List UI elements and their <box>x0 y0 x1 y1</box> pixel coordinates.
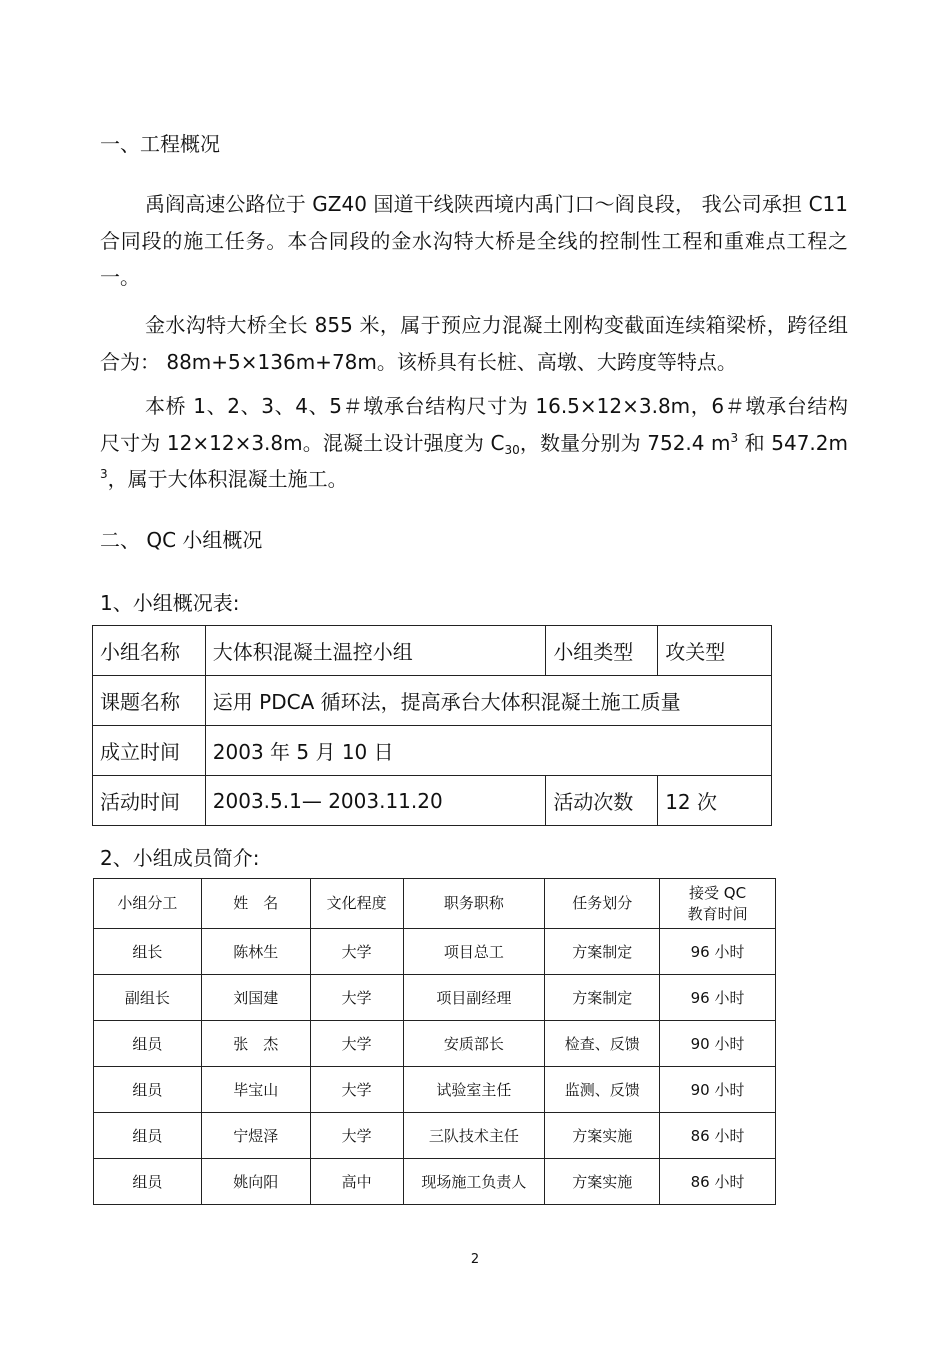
cell-value: 运用 PDCA 循环法，提高承台大体积混凝土施工质量 <box>205 676 771 726</box>
pile-cap-text-1: 本桥 1、2、3、4、5＃墩承台结构尺寸为 16.5×12×3.8m，6＃墩承台结构尺寸为 12×12×3.8m。混凝土设计强度为 C <box>100 394 848 455</box>
table-row <box>93 726 772 776</box>
table-cell: 现场施工负责人 <box>403 1159 545 1205</box>
table-cell: 张 杰 <box>201 1021 310 1067</box>
paragraph-pile-cap-specs <box>100 388 848 498</box>
table-cell: 三队技术主任 <box>403 1113 545 1159</box>
table-row <box>93 676 772 726</box>
header-cell-qc-training <box>660 879 776 929</box>
table-cell: 宁煜泽 <box>201 1113 310 1159</box>
table-cell: 方案制定 <box>545 929 660 975</box>
table-cell: 陈林生 <box>201 929 310 975</box>
table-row <box>94 975 776 1021</box>
table-cell: 刘国建 <box>201 975 310 1021</box>
subheading-group-members: 2、小组成员简介: <box>100 846 260 870</box>
table-header-row <box>94 879 776 929</box>
header-cell-role: 小组分工 <box>94 879 202 929</box>
cell-label: 活动时间 <box>93 776 206 826</box>
table-cell: 大学 <box>310 929 403 975</box>
header-qc-line2: 教育时间 <box>687 904 748 923</box>
cell-label: 小组类型 <box>546 626 658 676</box>
table-cell: 96 小时 <box>660 975 776 1021</box>
table-cell: 毕宝山 <box>201 1067 310 1113</box>
subheading-group-overview-table: 1、小组概况表: <box>100 591 240 615</box>
group-members-table <box>93 878 776 1205</box>
header-cell-title: 职务职称 <box>403 879 545 929</box>
strength-grade-subscript: 30 <box>504 442 520 457</box>
table-cell: 大学 <box>310 1021 403 1067</box>
table-cell: 组长 <box>94 929 202 975</box>
table-row <box>94 929 776 975</box>
cubic-superscript-2: 3 <box>100 467 108 481</box>
table-row <box>94 1021 776 1067</box>
header-cell-name: 姓 名 <box>201 879 310 929</box>
cell-value: 大体积混凝土温控小组 <box>205 626 546 676</box>
table-cell: 监测、反馈 <box>545 1067 660 1113</box>
table-cell: 高中 <box>310 1159 403 1205</box>
table-cell: 姚向阳 <box>201 1159 310 1205</box>
table-cell: 大学 <box>310 1067 403 1113</box>
cell-label: 成立时间 <box>93 726 206 776</box>
table-cell: 安质部长 <box>403 1021 545 1067</box>
cell-label: 活动次数 <box>546 776 658 826</box>
table-row <box>94 1113 776 1159</box>
table-cell: 项目副经理 <box>403 975 545 1021</box>
table-cell: 项目总工 <box>403 929 545 975</box>
table-cell: 方案制定 <box>545 975 660 1021</box>
header-cell-task: 任务划分 <box>545 879 660 929</box>
section-heading-project-overview: 一、工程概况 <box>100 132 220 156</box>
table-row <box>93 776 772 826</box>
section-heading-qc-group: 二、 QC 小组概况 <box>100 528 263 552</box>
cell-value: 12 次 <box>658 776 772 826</box>
cubic-superscript-1: 3 <box>730 430 739 445</box>
pile-cap-text-2: ，数量分别为 752.4 m <box>519 430 731 455</box>
cell-value: 2003.5.1— 2003.11.20 <box>205 776 546 826</box>
table-cell: 96 小时 <box>660 929 776 975</box>
header-qc-line1: 接受 QC <box>689 883 747 902</box>
page-number: 2 <box>470 1252 480 1267</box>
cell-label: 小组名称 <box>93 626 206 676</box>
table-cell: 试验室主任 <box>403 1067 545 1113</box>
paragraph-project-intro: 禹阎高速公路位于 GZ40 国道干线陕西境内禹门口～阎良段， 我公司承担 C11 合同段的施工任务。本合同段的金水沟特大桥是全线的控制性工程和重难点工程之一。 <box>100 192 848 289</box>
cell-label: 课题名称 <box>93 676 206 726</box>
table-row <box>94 1159 776 1205</box>
cell-value: 攻关型 <box>658 626 772 676</box>
table-cell: 组员 <box>94 1067 202 1113</box>
table-cell: 检查、反馈 <box>545 1021 660 1067</box>
table-cell: 90 小时 <box>660 1067 776 1113</box>
table-cell: 组员 <box>94 1159 202 1205</box>
table-cell: 86 小时 <box>660 1113 776 1159</box>
pile-cap-text-4: ，属于大体积混凝土施工。 <box>107 467 348 491</box>
table-row <box>94 1067 776 1113</box>
header-cell-education: 文化程度 <box>310 879 403 929</box>
table-cell: 组员 <box>94 1021 202 1067</box>
table-cell: 大学 <box>310 1113 403 1159</box>
cell-value: 2003 年 5 月 10 日 <box>205 726 771 776</box>
table-row <box>93 626 772 676</box>
table-cell: 90 小时 <box>660 1021 776 1067</box>
table-cell: 副组长 <box>94 975 202 1021</box>
table-cell: 方案实施 <box>545 1113 660 1159</box>
table-cell: 组员 <box>94 1113 202 1159</box>
table-cell: 86 小时 <box>660 1159 776 1205</box>
table-cell: 方案实施 <box>545 1159 660 1205</box>
paragraph-bridge-description: 金水沟特大桥全长 855 米，属于预应力混凝土刚构变截面连续箱梁桥，跨径组合为： 88m+5×136m+78m。该桥具有长桩、高墩、大跨度等特点。 <box>100 313 848 374</box>
group-overview-table <box>92 625 772 826</box>
table-cell: 大学 <box>310 975 403 1021</box>
pile-cap-text-3: 和 547.2m <box>738 430 848 455</box>
